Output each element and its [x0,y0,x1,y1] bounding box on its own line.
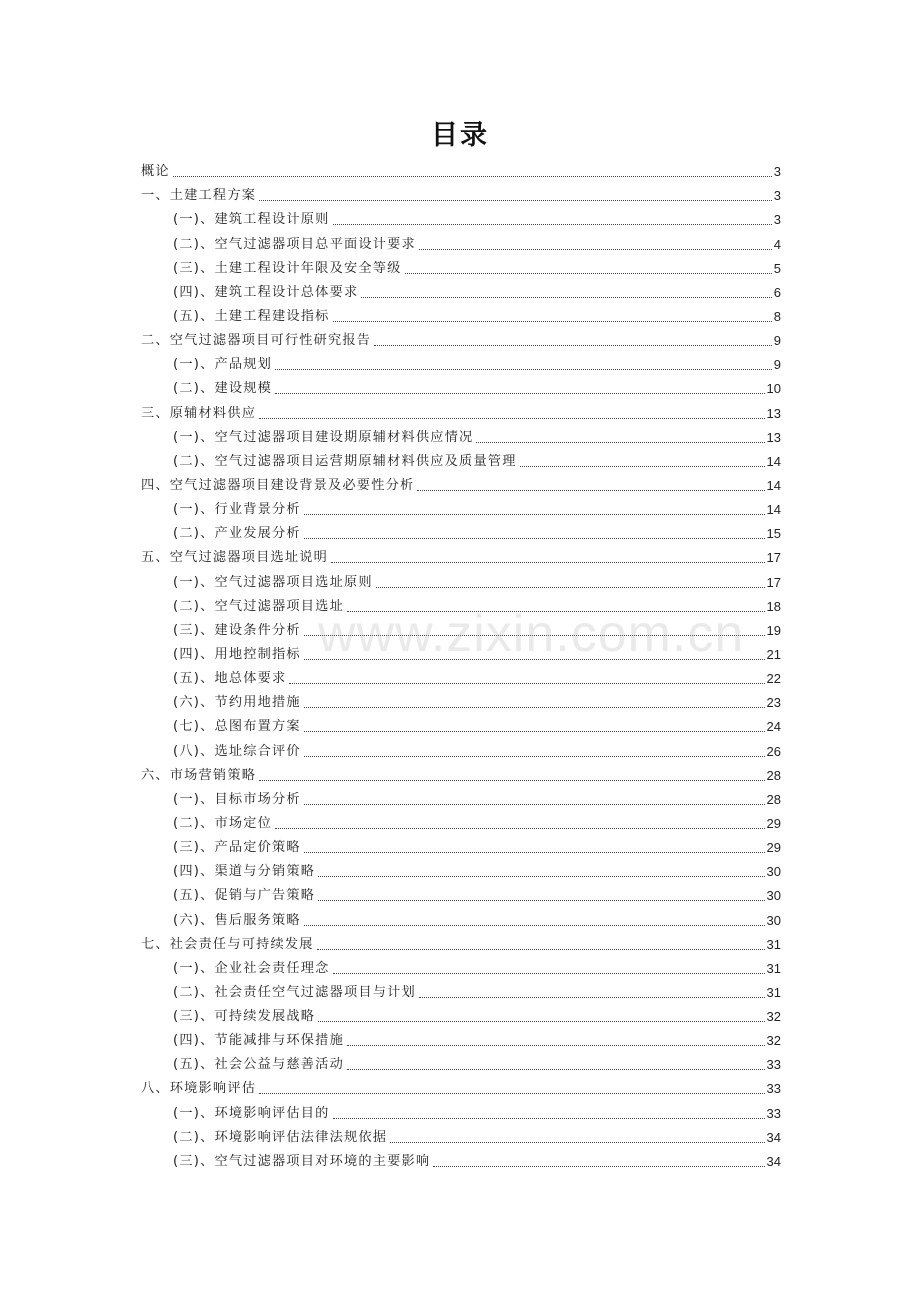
toc-entry-page-number: 23 [766,695,781,711]
toc-entry-page-number: 31 [766,936,781,952]
page-title: 目录 [431,120,489,151]
toc-entry[interactable] [141,377,781,401]
toc-entry[interactable] [141,933,781,957]
toc-entry-page-number: 28 [766,791,781,807]
toc-entry[interactable] [141,522,781,546]
toc-entry-page-number: 6 [773,284,781,300]
toc-entry[interactable] [141,836,781,860]
toc-dot-leader [304,925,765,926]
toc-dot-leader [347,1045,765,1046]
toc-entry-page-number: 34 [766,1153,781,1169]
toc-dot-leader [304,804,765,805]
toc-dot-leader [390,1142,764,1143]
toc-entry-page-number: 29 [766,840,781,856]
toc-dot-leader [304,731,765,732]
toc-entry[interactable] [141,232,781,256]
toc-entry-label: (四)、渠道与分销策略 [173,864,316,880]
toc-dot-leader [361,297,771,298]
toc-entry-label: (五)、土建工程建设指标 [173,308,330,324]
toc-entry[interactable] [141,570,781,594]
toc-entry[interactable] [141,715,781,739]
toc-dot-leader [333,1118,765,1119]
toc-entry-label: (八)、选址综合评价 [173,743,301,759]
toc-entry[interactable] [141,281,781,305]
toc-entry-label: (二)、空气过滤器项目运营期原辅材料供应及质量管理 [173,453,517,469]
toc-dot-leader [374,345,772,346]
toc-entry[interactable] [141,474,781,498]
toc-entry-page-number: 33 [766,1081,781,1097]
toc-dot-leader [304,514,765,515]
toc-entry[interactable] [141,208,781,232]
toc-entry-page-number: 14 [766,453,781,469]
toc-entry-label: 五、空气过滤器项目选址说明 [141,550,329,566]
toc-dot-leader [318,900,764,901]
toc-entry-page-number: 32 [766,1033,781,1049]
toc-entry[interactable] [141,160,781,184]
toc-entry-label: (三)、可持续发展战略 [173,1009,316,1025]
toc-dot-leader [289,683,764,684]
toc-dot-leader [304,852,765,853]
toc-entry[interactable] [141,691,781,715]
toc-entry-page-number: 24 [766,719,781,735]
toc-entry-page-number: 3 [773,212,781,228]
toc-entry[interactable] [141,884,781,908]
toc-entry-page-number: 14 [766,477,781,493]
toc-dot-leader [259,1093,764,1094]
toc-entry-page-number: 34 [766,1129,781,1145]
toc-entry[interactable] [141,184,781,208]
toc-entry-label: (一)、环境影响评估目的 [173,1105,330,1121]
toc-dot-leader [173,176,772,177]
toc-entry-page-number: 9 [773,333,781,349]
toc-dot-leader [376,587,765,588]
toc-entry-label: (七)、总图布置方案 [173,719,301,735]
toc-dot-leader [275,828,765,829]
toc-entry-page-number: 18 [766,598,781,614]
toc-entry-page-number: 30 [766,888,781,904]
toc-entry-label: (三)、产品定价策略 [173,840,301,856]
toc-entry-label: (二)、空气过滤器项目选址 [173,598,344,614]
toc-dot-leader [275,393,765,394]
toc-dot-leader [333,321,772,322]
toc-dot-leader [259,418,764,419]
toc-entry-page-number: 21 [766,646,781,662]
toc-dot-leader [476,442,764,443]
toc-entry-label: 四、空气过滤器项目建设背景及必要性分析 [141,477,415,493]
toc-entry[interactable] [141,643,781,667]
toc-entry-label: 三、原辅材料供应 [141,405,257,421]
toc-entry[interactable] [141,764,781,788]
toc-dot-leader [520,466,765,467]
toc-entry[interactable] [141,957,781,981]
toc-dot-leader [405,273,772,274]
toc-entry-label: (三)、建设条件分析 [173,622,301,638]
toc-entry-label: (一)、建筑工程设计原则 [173,212,330,228]
toc-entry-label: (四)、建筑工程设计总体要求 [173,284,359,300]
toc-entry[interactable] [141,619,781,643]
toc-entry-label: (二)、环境影响评估法律法规依据 [173,1129,388,1145]
toc-entry-page-number: 17 [766,574,781,590]
toc-dot-leader [419,997,765,998]
toc-entry-page-number: 3 [773,188,781,204]
toc-entry[interactable] [141,1029,781,1053]
toc-entry-page-number: 33 [766,1057,781,1073]
toc-entry[interactable] [141,667,781,691]
toc-entry-page-number: 10 [766,381,781,397]
toc-entry[interactable] [141,353,781,377]
toc-entry-label: (六)、售后服务策略 [173,912,301,928]
toc-dot-leader [333,224,772,225]
toc-entry[interactable] [141,498,781,522]
toc-entry-label: (四)、节能减排与环保措施 [173,1033,344,1049]
toc-entry[interactable] [141,860,781,884]
toc-dot-leader [318,876,764,877]
toc-dot-leader [331,562,764,563]
toc-entry-page-number: 29 [766,815,781,831]
toc-entry-label: 概论 [141,164,170,180]
toc-dot-leader [333,973,765,974]
toc-entry-label: (二)、空气过滤器项目总平面设计要求 [173,236,416,252]
toc-entry[interactable] [141,401,781,425]
toc-entry-page-number: 9 [773,357,781,373]
toc-dot-leader [417,490,764,491]
toc-entry-page-number: 22 [766,671,781,687]
toc-entry-label: (六)、节约用地措施 [173,695,301,711]
toc-entry[interactable] [141,812,781,836]
toc-entry-page-number: 30 [766,864,781,880]
toc-dot-leader [347,1069,765,1070]
toc-entry-page-number: 33 [766,1105,781,1121]
toc-entry-page-number: 5 [773,260,781,276]
toc-entry[interactable] [141,305,781,329]
toc-entry-page-number: 14 [766,502,781,518]
toc-entry-label: 七、社会责任与可持续发展 [141,936,314,952]
toc-entry-label: (一)、企业社会责任理念 [173,960,330,976]
toc-entry[interactable] [141,595,781,619]
toc-entry-label: (一)、产品规划 [173,357,273,373]
toc-dot-leader [317,949,765,950]
toc-entry[interactable] [141,257,781,281]
toc-entry[interactable] [141,739,781,763]
toc-dot-leader [304,659,765,660]
toc-entry-page-number: 26 [766,743,781,759]
toc-entry-label: (五)、地总体要求 [173,671,287,687]
toc-entry[interactable] [141,450,781,474]
toc-entry-label: (一)、目标市场分析 [173,791,301,807]
toc-entry[interactable] [141,1101,781,1125]
toc-entry[interactable] [141,426,781,450]
toc-entry-page-number: 30 [766,912,781,928]
table-of-contents [141,160,781,1174]
toc-dot-leader [433,1166,764,1167]
toc-entry-label: (二)、产业发展分析 [173,526,301,542]
toc-entry-page-number: 13 [766,429,781,445]
toc-dot-leader [304,756,765,757]
toc-entry[interactable] [141,1126,781,1150]
toc-entry-label: (五)、社会公益与慈善活动 [173,1057,344,1073]
toc-entry-page-number: 32 [766,1009,781,1025]
toc-entry[interactable] [141,1005,781,1029]
toc-entry-page-number: 13 [766,405,781,421]
toc-entry-label: (二)、市场定位 [173,815,273,831]
toc-entry[interactable] [141,546,781,570]
watermark: www.zixin.com.cn [318,605,745,663]
toc-entry-label: (二)、建设规模 [173,381,273,397]
toc-dot-leader [259,780,764,781]
toc-entry-page-number: 8 [773,308,781,324]
toc-dot-leader [347,611,765,612]
toc-entry-page-number: 17 [766,550,781,566]
toc-entry[interactable] [141,1053,781,1077]
toc-dot-leader [304,707,765,708]
toc-entry[interactable] [141,1150,781,1174]
toc-entry[interactable] [141,788,781,812]
toc-entry-label: (一)、空气过滤器项目建设期原辅材料供应情况 [173,429,474,445]
toc-entry-page-number: 3 [773,164,781,180]
toc-entry-label: (四)、用地控制指标 [173,646,301,662]
toc-dot-leader [318,1021,764,1022]
toc-entry-label: (五)、促销与广告策略 [173,888,316,904]
toc-entry-page-number: 15 [766,526,781,542]
toc-entry[interactable] [141,981,781,1005]
toc-entry-page-number: 31 [766,984,781,1000]
toc-entry-label: (一)、空气过滤器项目选址原则 [173,574,373,590]
toc-entry-page-number: 4 [773,236,781,252]
toc-entry-label: (二)、社会责任空气过滤器项目与计划 [173,984,416,1000]
toc-dot-leader [419,249,772,250]
toc-entry-page-number: 31 [766,960,781,976]
toc-dot-leader [275,369,772,370]
toc-entry-label: (一)、行业背景分析 [173,502,301,518]
toc-dot-leader [304,635,765,636]
toc-entry[interactable] [141,1077,781,1101]
toc-entry-label: 二、空气过滤器项目可行性研究报告 [141,333,372,349]
toc-entry-page-number: 19 [766,622,781,638]
toc-entry-label: 八、环境影响评估 [141,1081,257,1097]
toc-entry-label: 一、土建工程方案 [141,188,257,204]
toc-dot-leader [304,538,765,539]
toc-entry-label: (三)、土建工程设计年限及安全等级 [173,260,402,276]
toc-dot-leader [259,200,772,201]
toc-entry[interactable] [141,908,781,932]
toc-entry-label: (三)、空气过滤器项目对环境的主要影响 [173,1153,431,1169]
toc-entry[interactable] [141,329,781,353]
toc-entry-page-number: 28 [766,767,781,783]
toc-entry-label: 六、市场营销策略 [141,767,257,783]
